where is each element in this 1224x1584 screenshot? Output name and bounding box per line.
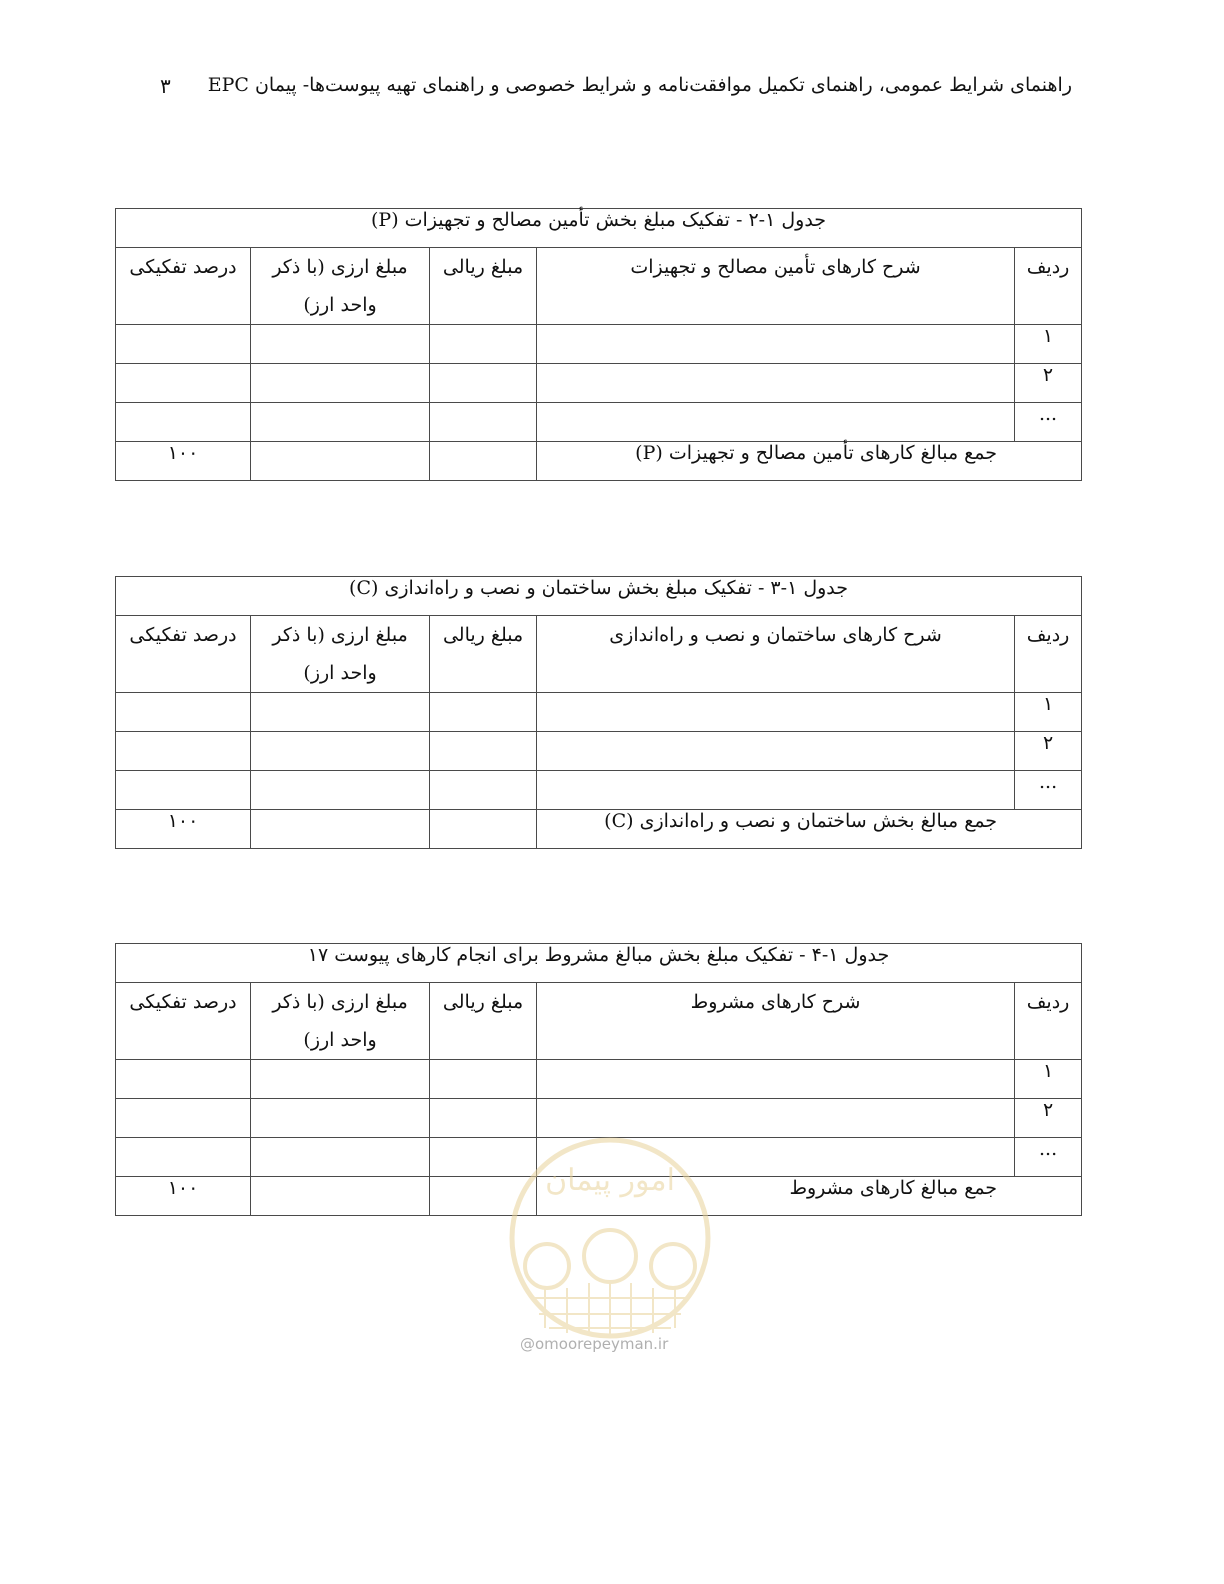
table-row: [116, 325, 1082, 364]
column-header-rial-amount: مبلغ ریالی: [430, 248, 537, 325]
total-percent: ۱۰۰: [116, 810, 251, 849]
description-cell: [537, 325, 1015, 364]
column-header-percent: درصد تفکیکی: [116, 983, 251, 1060]
column-header-percent: درصد تفکیکی: [116, 248, 251, 325]
table-c-breakdown: [115, 576, 1082, 849]
total-rial-cell: [430, 810, 537, 849]
table-row: [116, 364, 1082, 403]
percent-cell: [116, 1060, 251, 1099]
total-percent: ۱۰۰: [116, 442, 251, 481]
column-header-description: شرح کارهای ساختمان و نصب و راه‌اندازی: [537, 616, 1015, 693]
fx-cell: [251, 732, 430, 771]
table-p-breakdown: [115, 208, 1082, 481]
table-row: [116, 403, 1082, 442]
total-rial-cell: [430, 442, 537, 481]
rial-cell: [430, 732, 537, 771]
rial-cell: [430, 693, 537, 732]
fx-cell: [251, 771, 430, 810]
row-number: ۲: [1015, 732, 1082, 771]
description-cell: [537, 364, 1015, 403]
description-cell: [537, 693, 1015, 732]
fx-cell: [251, 403, 430, 442]
table-title: جدول ۱-۴ - تفکیک مبلغ بخش مبالغ مشروط برای انجام کارهای پیوست ۱۷: [116, 944, 1082, 983]
fx-cell: [251, 1060, 430, 1099]
total-label: جمع مبالغ کارهای مشروط: [537, 1177, 1082, 1216]
fx-cell: [251, 1138, 430, 1177]
table-row: [116, 1060, 1082, 1099]
total-label: جمع مبالغ کارهای تأمین مصالح و تجهیزات (P): [537, 442, 1082, 481]
percent-cell: [116, 364, 251, 403]
running-header-title: راهنمای شرایط عمومی، راهنمای تکمیل موافقت‌نامه و شرایط خصوصی و راهنمای تهیه پیوست‌ها- پیمان EPC: [207, 74, 1072, 96]
column-header-row: ردیف: [1015, 248, 1082, 325]
description-cell: [537, 1060, 1015, 1099]
watermark-site: @omoorepeyman.ir: [520, 1335, 669, 1353]
column-header-rial-amount: مبلغ ریالی: [430, 616, 537, 693]
fx-cell: [251, 1099, 430, 1138]
total-fx-cell: [251, 1177, 430, 1216]
percent-cell: [116, 771, 251, 810]
watermark-logo-text: امور پیمان: [545, 1163, 675, 1198]
fx-cell: [251, 693, 430, 732]
column-header-row: ردیف: [1015, 616, 1082, 693]
table-row: [116, 771, 1082, 810]
row-number: ۱: [1015, 1060, 1082, 1099]
page-number: ۳: [160, 74, 171, 98]
fx-cell: [251, 325, 430, 364]
description-cell: [537, 403, 1015, 442]
percent-cell: [116, 1099, 251, 1138]
table-row: [116, 693, 1082, 732]
total-fx-cell: [251, 442, 430, 481]
rial-cell: [430, 364, 537, 403]
rial-cell: [430, 325, 537, 364]
column-header-fx-amount: مبلغ ارزی (با ذکر واحد ارز): [251, 616, 430, 693]
percent-cell: [116, 732, 251, 771]
percent-cell: [116, 1138, 251, 1177]
column-header-fx-amount: مبلغ ارزی (با ذکر واحد ارز): [251, 248, 430, 325]
table-title: جدول ۱-۳ - تفکیک مبلغ بخش ساختمان و نصب و راه‌اندازی (C): [116, 577, 1082, 616]
row-number: ...: [1015, 403, 1082, 442]
column-header-fx-amount: مبلغ ارزی (با ذکر واحد ارز): [251, 983, 430, 1060]
row-number: ۱: [1015, 693, 1082, 732]
column-header-rial-amount: مبلغ ریالی: [430, 983, 537, 1060]
total-percent: ۱۰۰: [116, 1177, 251, 1216]
column-header-description: شرح کارهای تأمین مصالح و تجهیزات: [537, 248, 1015, 325]
description-cell: [537, 771, 1015, 810]
table-row: [116, 732, 1082, 771]
percent-cell: [116, 325, 251, 364]
column-header-row: ردیف: [1015, 983, 1082, 1060]
rial-cell: [430, 1060, 537, 1099]
percent-cell: [116, 693, 251, 732]
watermark-logo-icon: [505, 1128, 715, 1358]
rial-cell: [430, 403, 537, 442]
row-number: ...: [1015, 771, 1082, 810]
total-row: [116, 442, 1082, 481]
total-fx-cell: [251, 810, 430, 849]
row-number: ۲: [1015, 364, 1082, 403]
rial-cell: [430, 771, 537, 810]
row-number: ...: [1015, 1138, 1082, 1177]
column-header-description: شرح کارهای مشروط: [537, 983, 1015, 1060]
percent-cell: [116, 403, 251, 442]
total-label: جمع مبالغ بخش ساختمان و نصب و راه‌اندازی (C): [537, 810, 1082, 849]
column-header-percent: درصد تفکیکی: [116, 616, 251, 693]
fx-cell: [251, 364, 430, 403]
description-cell: [537, 732, 1015, 771]
row-number: ۱: [1015, 325, 1082, 364]
row-number: ۲: [1015, 1099, 1082, 1138]
total-row: [116, 810, 1082, 849]
table-title: جدول ۱-۲ - تفکیک مبلغ بخش تأمین مصالح و تجهیزات (P): [116, 209, 1082, 248]
